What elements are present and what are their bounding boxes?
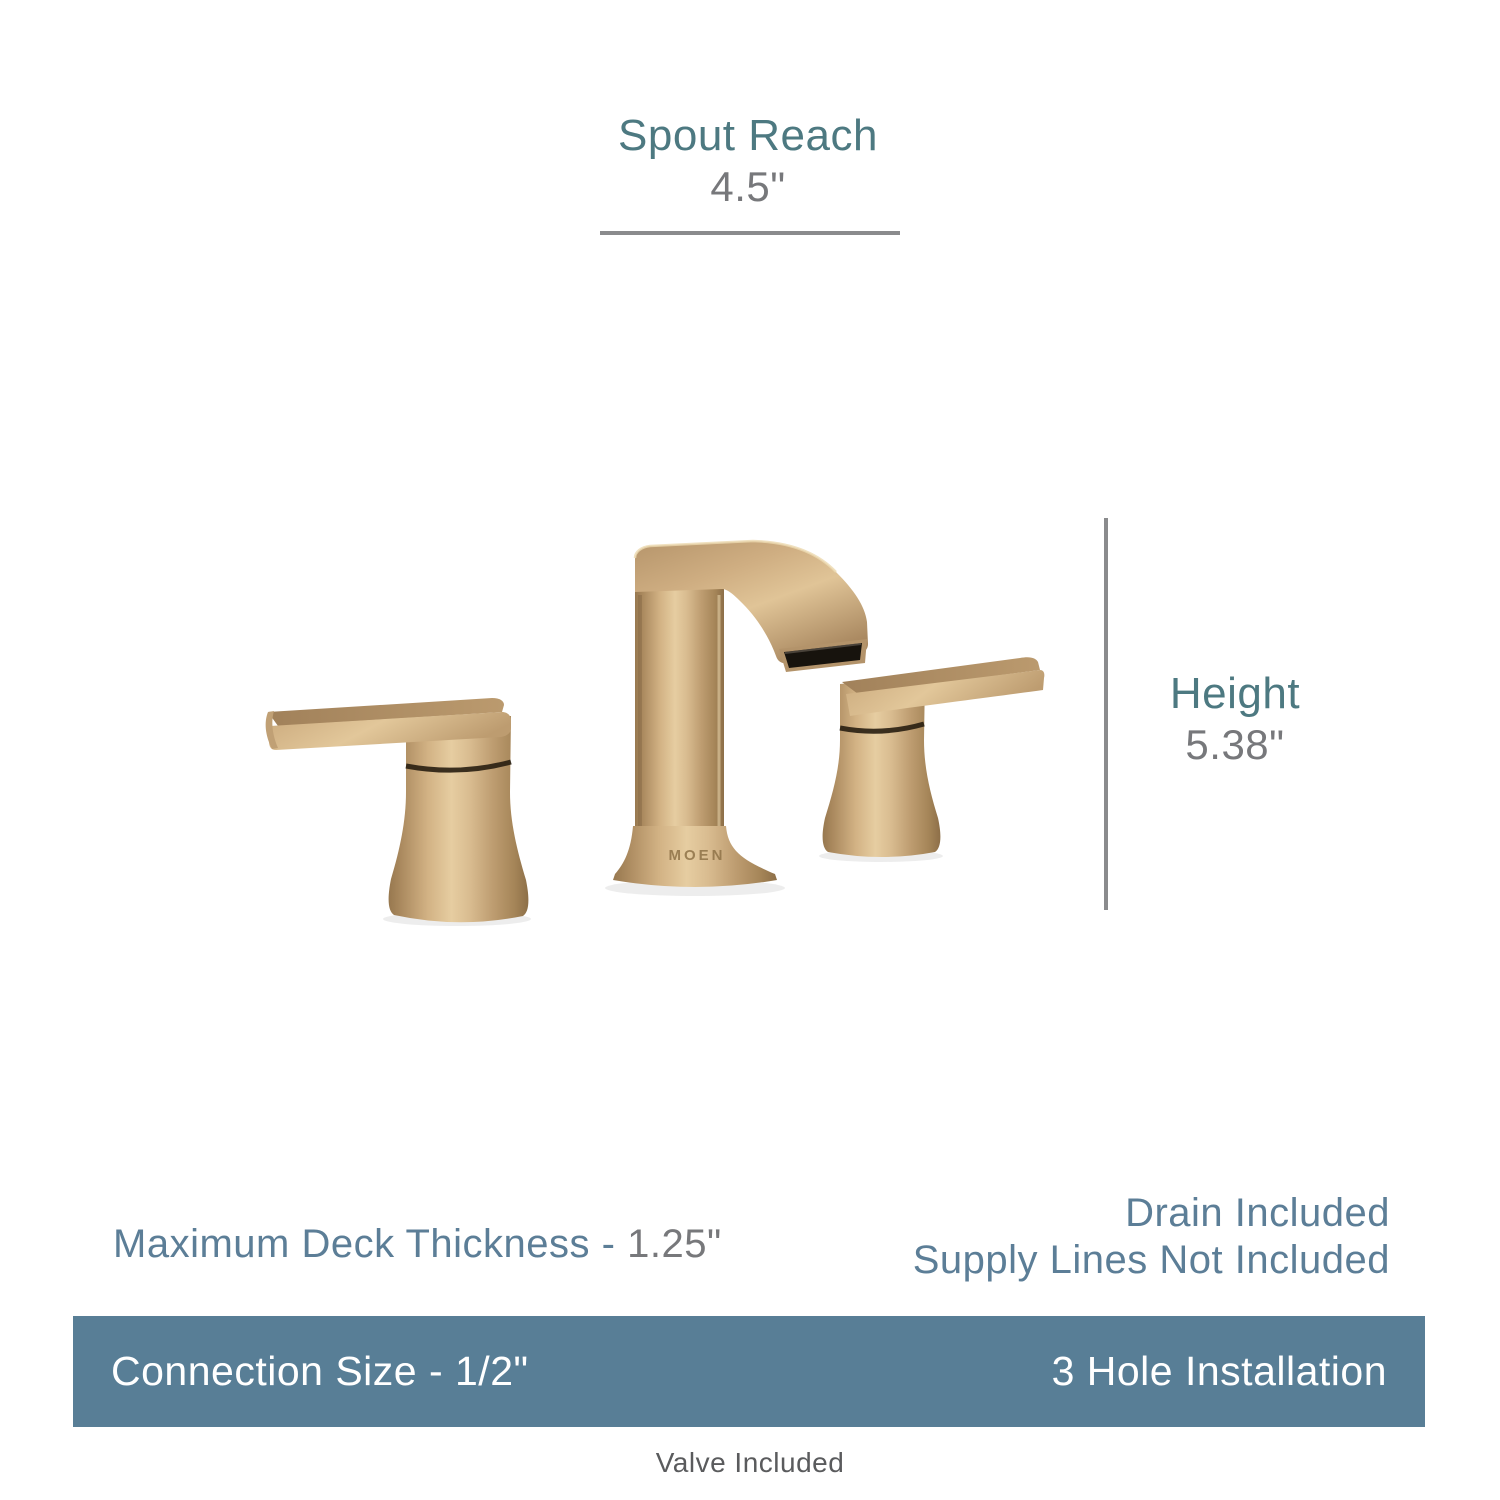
included-notes <box>913 1190 1390 1284</box>
spout-reach-annotation <box>573 110 923 212</box>
faucet-left-handle <box>266 698 529 922</box>
hole-installation-text: 3 Hole Installation <box>1051 1348 1387 1394</box>
spout-reach-label: Spout Reach <box>618 111 878 160</box>
faucet-illustration <box>230 500 1080 950</box>
height-value: 5.38" <box>1185 721 1285 768</box>
drain-note: Drain Included <box>1125 1191 1390 1235</box>
height-annotation <box>1145 668 1325 770</box>
spout-reach-dimension-line <box>600 231 900 235</box>
faucet-right-handle <box>823 657 1045 857</box>
spout-column <box>635 570 724 834</box>
supply-lines-note: Supply Lines Not Included <box>912 1238 1390 1282</box>
brand-engraving: MOEN <box>668 847 726 864</box>
height-label: Height <box>1169 669 1301 718</box>
spec-banner <box>73 1316 1425 1427</box>
spout-reach-value: 4.5" <box>710 163 786 210</box>
deck-thickness-annotation <box>113 1222 722 1267</box>
valve-note: Valve Included <box>655 1447 845 1478</box>
deck-thickness-label: Maximum Deck Thickness - <box>113 1222 628 1266</box>
deck-thickness-value: 1.25" <box>627 1222 722 1266</box>
height-dimension-line <box>1104 518 1108 910</box>
left-handle-body <box>389 716 529 922</box>
connection-size-text: Connection Size - 1/2" <box>111 1348 529 1394</box>
